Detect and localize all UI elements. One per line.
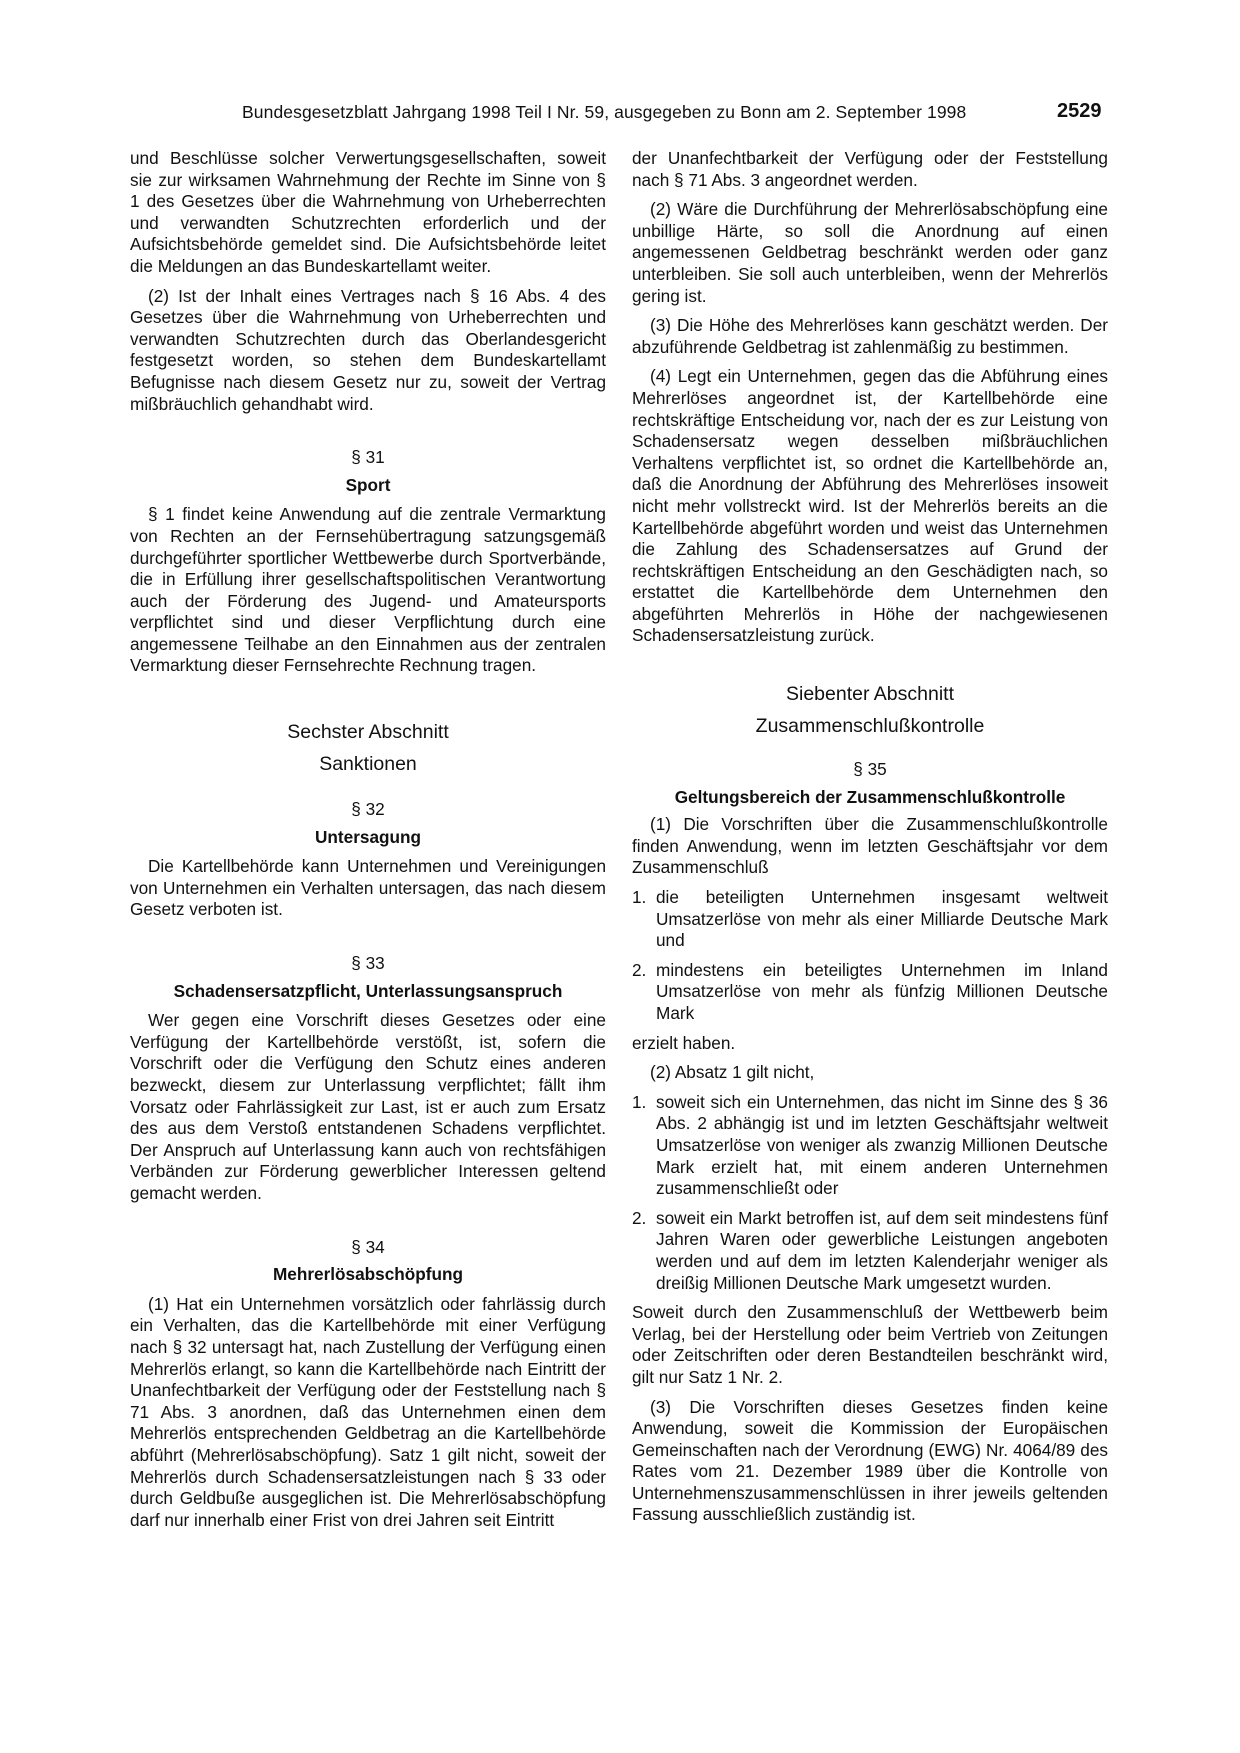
list-item-number: 2. bbox=[632, 959, 647, 980]
section-title: Schadensersatzpflicht, Unterlassungsanspruch bbox=[173, 980, 563, 1001]
chapter-title: Zusammenschlußkontrolle bbox=[755, 715, 985, 738]
section-number: § 35 bbox=[853, 759, 887, 780]
list-item-number: 1. bbox=[632, 1091, 647, 1112]
paragraph: Die Kartellbehörde kann Unternehmen und Vereinigungen von Unternehmen ein Verhalten untersagen, das nach diesem Gesetz verboten ist. bbox=[130, 856, 606, 920]
paragraph: (2) Ist der Inhalt eines Vertrages nach § 16 Abs. 4 des Gesetzes über die Wahrnehmung von Urheberrechten und verwandten Schutzrechten durch das Oberlandesgericht festgesetzt worden, so stehen dem Bundeskartellamt Befugnisse nach diesem Gesetz nur zu, soweit der Vertrag mißbräuchlich gehandhabt wird. bbox=[130, 285, 606, 414]
paragraph: der Unanfechtbarkeit der Verfügung oder der Feststellung nach § 71 Abs. 3 angeordnet werden. bbox=[632, 148, 1108, 190]
section-number: § 33 bbox=[351, 953, 385, 974]
section-number: § 31 bbox=[351, 447, 385, 468]
page-number: 2529 bbox=[1057, 100, 1102, 122]
paragraph: erzielt haben. bbox=[632, 1032, 736, 1053]
header-text: Bundesgesetzblatt Jahrgang 1998 Teil I Nr. 59, ausgegeben zu Bonn am 2. September 1998 bbox=[242, 102, 967, 122]
paragraph: Wer gegen eine Vorschrift dieses Gesetzes oder eine Verfügung der Kartellbehörde verstößt, ist, sofern die Vorschrift oder die Verfügung den Schutz eines anderen bezweckt, diesem zur Unterlassung verpflichtet; fällt ihm Vorsatz oder Fahrlässigkeit zur Last, ist er auch zum Ersatz des aus dem Verstoß entstandenen Schadens verpflichtet. Der Anspruch auf Unterlassung kann auch von rechtsfähigen Verbänden zur Förderung gewerblicher Interessen geltend gemacht werden. bbox=[130, 1010, 606, 1203]
paragraph: (3) Die Vorschriften dieses Gesetzes finden keine Anwendung, soweit die Kommission der Europäischen Gemeinschaften nach der Verordnung (EWG) Nr. 4064/89 des Rates vom 21. Dezember 1989 über die Kontrolle von Unternehmenszusammenschlüssen in ihrer jeweils geltenden Fassung ausschließlich zuständig ist. bbox=[632, 1396, 1108, 1525]
list-item-text: die beteiligten Unternehmen insgesamt weltweit Umsatzerlöse von mehr als einer Milliarde Deutsche Mark und bbox=[656, 887, 1108, 951]
paragraph: (1) Die Vorschriften über die Zusammenschlußkontrolle finden Anwendung, wenn im letzten Geschäftsjahr vor dem Zusammenschluß bbox=[632, 814, 1108, 878]
running-header bbox=[0, 100, 1240, 124]
paragraph: (2) Wäre die Durchführung der Mehrerlösabschöpfung eine unbillige Härte, so soll die Anordnung auf einen angemessenen Geldbetrag beschränkt werden oder ganz unterbleiben. Sie soll auch unterbleiben, wenn der Mehrerlös gering ist. bbox=[632, 199, 1108, 306]
list-item-text: soweit sich ein Unternehmen, das nicht im Sinne des § 36 Abs. 2 abhängig ist und im letzten Geschäftsjahr weltweit Umsatzerlöse von weniger als zwanzig Millionen Deutsche Mark erzielt hat, mit einem anderen Unternehmen zusammenschließt oder bbox=[656, 1091, 1108, 1199]
paragraph: (1) Hat ein Unternehmen vorsätzlich oder fahrlässig durch ein Verhalten, das die Kartellbehörde mit einer Verfügung nach § 32 untersagt hat, nach Zustellung der Verfügung einen Mehrerlös erlangt, so kann die Kartellbehörde nach Eintritt der Unanfechtbarkeit der Verfügung oder der Feststellung nach § 71 Abs. 3 anordnen, daß das Unternehmen einen dem Mehrerlös entsprechenden Geldbetrag an die Kartellbehörde abführt (Mehrerlösabschöpfung). Satz 1 gilt nicht, soweit der Mehrerlös durch Schadensersatzleistungen nach § 33 oder durch Geldbuße ausgeglichen ist. Die Mehrerlösabschöpfung darf nur innerhalb einer Frist von drei Jahren seit Eintritt bbox=[130, 1293, 606, 1530]
list-item bbox=[632, 1092, 1108, 1200]
list-item-text: soweit ein Markt betroffen ist, auf dem seit mindestens fünf Jahren Waren oder gewerbliche Leistungen angeboten werden und auf dem im letzten Kalenderjahr weniger als dreißig Millionen Deutsche Mark umgesetzt wurden. bbox=[656, 1207, 1108, 1293]
section-title: Geltungsbereich der Zusammenschlußkontrolle bbox=[674, 786, 1066, 807]
section-number: § 32 bbox=[351, 799, 385, 820]
list-item-number: 2. bbox=[632, 1207, 647, 1228]
section-title: Untersagung bbox=[315, 826, 421, 847]
section-title: Sport bbox=[345, 474, 391, 495]
section-number: § 34 bbox=[351, 1236, 385, 1257]
paragraph: § 1 findet keine Anwendung auf die zentrale Vermarktung von Rechten an der Fernsehübertragung satzungsgemäß durchgeführter sportlicher Wettbewerbe durch Sportverbände, die in Erfüllung ihrer gesellschaftspolitischen Verantwortung auch der Förderung des Jugend- und Amateursports verpflichtet sind und dieser Verpflichtung durch eine angemessene Teilhabe an den Einnahmen aus der zentralen Vermarktung dieser Fernsehrechte Rechnung tragen. bbox=[130, 504, 606, 676]
paragraph: Soweit durch den Zusammenschluß der Wettbewerb beim Verlag, bei der Herstellung oder beim Vertrieb von Zeitungen oder Zeitschriften oder deren Bestandteilen beschränkt wird, gilt nur Satz 1 Nr. 2. bbox=[632, 1302, 1108, 1387]
list-item-text: mindestens ein beteiligtes Unternehmen im Inland Umsatzerlöse von mehr als fünfzig Millionen Deutsche Mark bbox=[656, 959, 1108, 1023]
paragraph: (4) Legt ein Unternehmen, gegen das die Abführung eines Mehrerlöses angeordnet ist, der Kartellbehörde eine rechtskräftige Entscheidung vor, nach der es zur Leistung von Schadensersatz wegen desselben mißbräuchlichen Verhaltens verpflichtet ist, so ordnet die Kartellbehörde an, daß die Anordnung der Abführung des Mehrerlöses insoweit nicht mehr vollstreckt wird. Ist der Mehrerlös bereits an die Kartellbehörde abgeführt worden und weist das Unternehmen die Zahlung des Schadensersatzes auf Grund der rechtskräftigen Entscheidung an den Geschädigten nach, so erstattet die Kartellbehörde dem Unternehmen den abgeführten Mehrerlös in Höhe der nachgewiesenen Schadensersatzleistung zurück. bbox=[632, 366, 1108, 646]
left-column bbox=[130, 148, 606, 1539]
paragraph: und Beschlüsse solcher Verwertungsgesellschaften, soweit sie zur wirksamen Wahrnehmung der Rechte im Sinne von § 1 des Gesetzes über die Wahrnehmung von Urheberrechten und verwandten Schutzrechten erforderlich und der Aufsichtsbehörde gemeldet sind. Die Aufsichtsbehörde leitet die Meldungen an das Bundeskartellamt weiter. bbox=[130, 148, 606, 276]
paragraph: (2) Absatz 1 gilt nicht, bbox=[650, 1062, 815, 1083]
list-item bbox=[632, 960, 1108, 1025]
list-item-number: 1. bbox=[632, 887, 647, 908]
list-item bbox=[632, 887, 1108, 952]
chapter-title: Sanktionen bbox=[319, 753, 417, 776]
right-column bbox=[632, 148, 1108, 1534]
chapter-heading: Sechster Abschnitt bbox=[287, 721, 449, 744]
chapter-heading: Siebenter Abschnitt bbox=[785, 683, 955, 706]
paragraph: (3) Die Höhe des Mehrerlöses kann geschätzt werden. Der abzuführende Geldbetrag ist zahlenmäßig zu bestimmen. bbox=[632, 315, 1108, 357]
list-item bbox=[632, 1208, 1108, 1294]
section-title: Mehrerlösabschöpfung bbox=[272, 1264, 464, 1285]
